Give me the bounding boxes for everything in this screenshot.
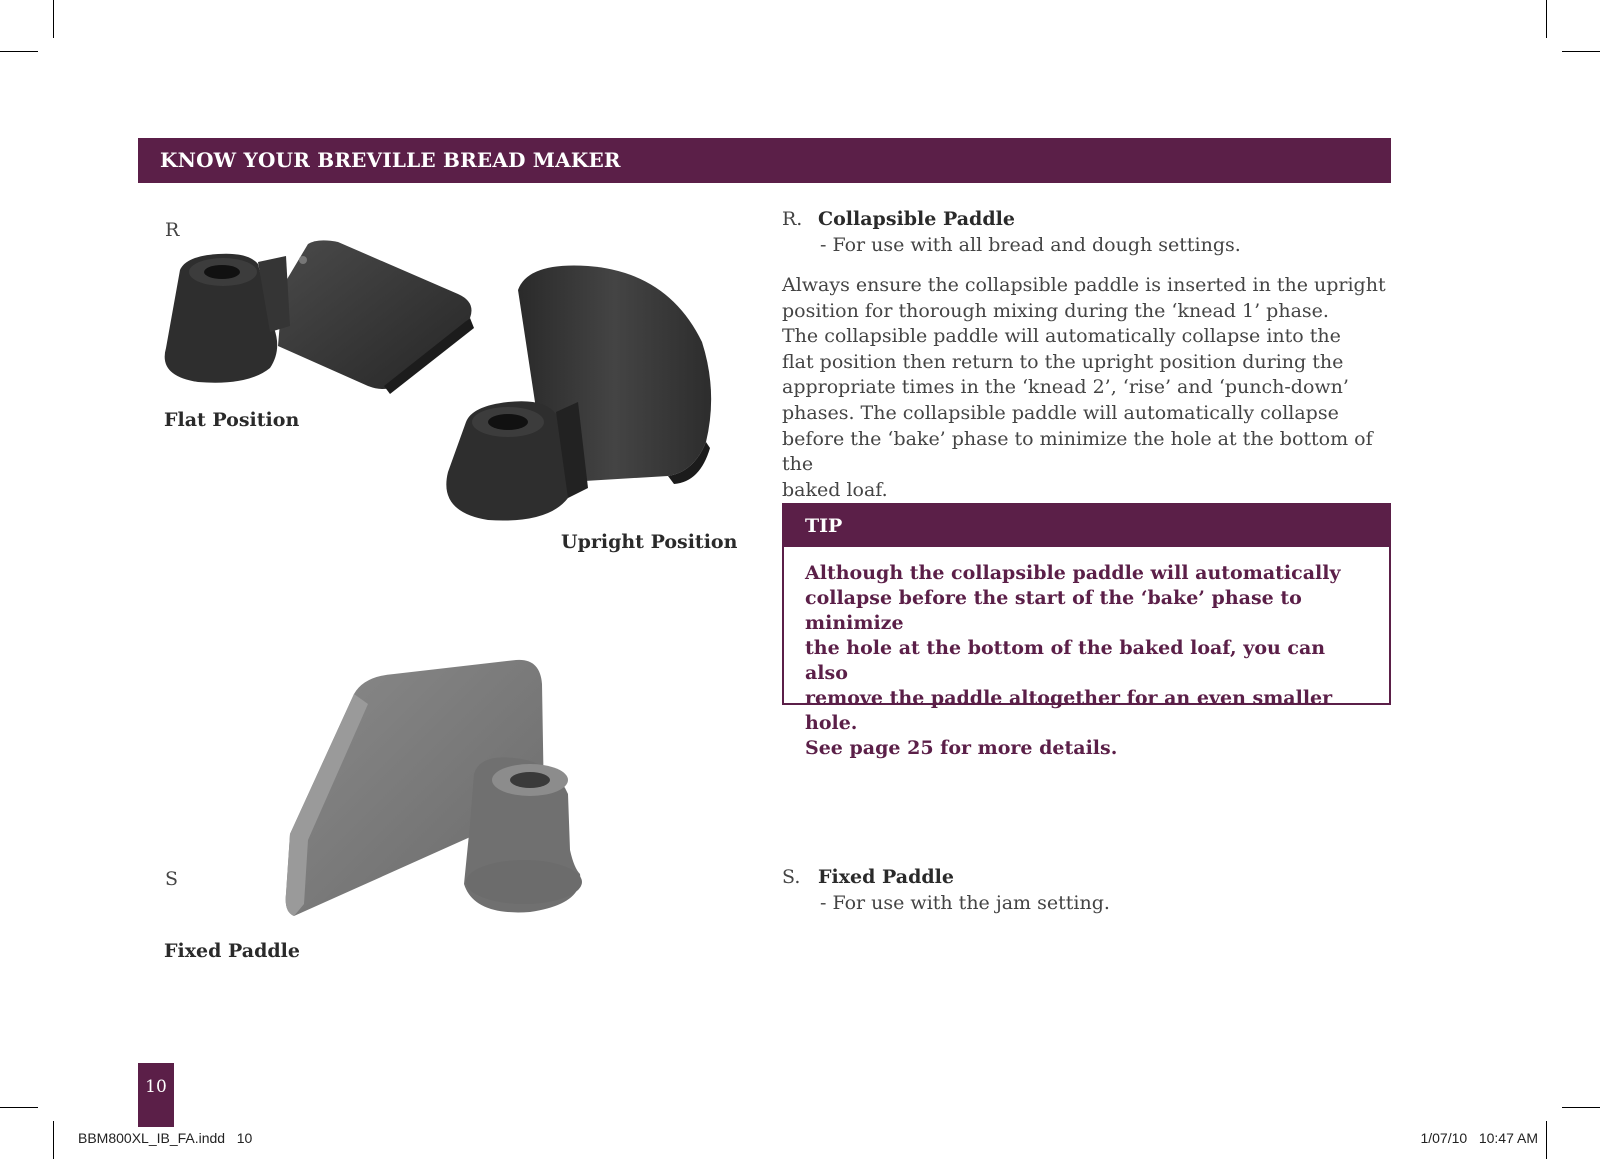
tip-box — [782, 503, 1391, 759]
slug-filename: BBM800XL_IB_FA.indd 10 — [78, 1130, 253, 1146]
tip-line: collapse before the start of the ‘bake’ phase to minimize — [805, 587, 1302, 634]
item-letter-r: R — [165, 219, 180, 241]
tip-line: the hole at the bottom of the baked loaf, you can also — [805, 637, 1326, 684]
tip-heading: TIP — [784, 505, 1389, 547]
item-r-subtitle: - For use with all bread and dough settings. — [820, 234, 1241, 256]
tip-line: remove the paddle altogether for an even smaller hole. — [805, 687, 1333, 734]
crop-mark — [0, 51, 38, 52]
item-r-title — [782, 208, 1015, 230]
collapsible-paddle-description — [782, 273, 1394, 503]
slug-timestamp: 1/07/10 10:47 AM — [1420, 1130, 1538, 1146]
tip-line: See page 25 for more details. — [805, 737, 1118, 759]
item-s-title — [782, 866, 954, 888]
crop-mark — [0, 1107, 38, 1108]
description-line: position for thorough mixing during the ‘knead 1’ phase. — [782, 299, 1329, 322]
fixed-paddle-photo — [284, 654, 604, 924]
item-r-name: Collapsible Paddle — [818, 208, 1015, 230]
flat-position-caption: Flat Position — [164, 409, 300, 431]
crop-mark — [53, 0, 54, 38]
description-line: appropriate times in the ‘knead 2’, ‘rise’ and ‘punch-down’ — [782, 376, 1349, 399]
crop-mark — [53, 1121, 54, 1159]
description-line: The collapsible paddle will automatically collapse into the — [782, 325, 1341, 348]
item-s-letter: S. — [782, 866, 801, 888]
description-line: Always ensure the collapsible paddle is inserted in the upright — [782, 274, 1386, 296]
crop-mark — [1562, 1107, 1600, 1108]
item-s-name: Fixed Paddle — [818, 866, 954, 888]
page-number-tab — [138, 1063, 174, 1127]
section-header — [138, 138, 1391, 183]
crop-mark — [1546, 0, 1547, 38]
crop-mark — [1562, 51, 1600, 52]
item-r-letter: R. — [782, 208, 803, 230]
tip-line: Although the collapsible paddle will automatically — [805, 562, 1341, 584]
item-letter-s: S — [165, 868, 179, 890]
upright-paddle-photo — [438, 262, 728, 532]
description-line: phases. The collapsible paddle will automatically collapse — [782, 401, 1339, 424]
page-number: 10 — [145, 1077, 167, 1097]
section-title: KNOW YOUR BREVILLE BREAD MAKER — [160, 148, 621, 172]
upright-position-caption: Upright Position — [561, 531, 738, 553]
description-line: flat position then return to the upright position during the — [782, 350, 1344, 373]
fixed-paddle-caption: Fixed Paddle — [164, 940, 300, 962]
description-line: baked loaf. — [782, 478, 888, 501]
tip-body — [784, 547, 1389, 761]
item-s-subtitle: - For use with the jam setting. — [820, 892, 1110, 914]
crop-mark — [1546, 1121, 1547, 1159]
description-line: before the ‘bake’ phase to minimize the hole at the bottom of the — [782, 427, 1373, 476]
